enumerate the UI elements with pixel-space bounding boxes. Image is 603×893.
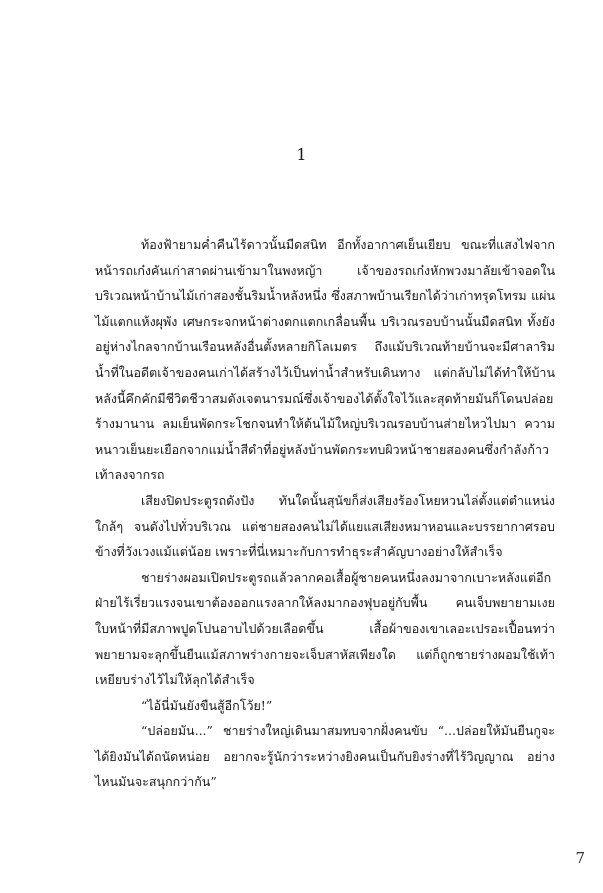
- dialogue-line-1: “ไอ้นี่มันยังขืนสู้อีกโว้ย!”: [141, 697, 273, 713]
- paragraph-3: ชายร่างผอมเปิดประตูรถแล้วลากคอเสื้อผู้ชายคนหนึ่งลงมาจากเบาะหลังแต่อีกฝ่ายไร้เรี่ยวแรงจนเขาต้องออกแรงลากให้ลงมากองฟุบอยู่กับพื้น คนเจ็บพยายามเงยใบหน้าที่มีสภาพปูดโปนอาบไปด้วยเลือดขึ้น เสื้อผ้าของเขาเลอะเปรอะเปื้อนทว่าพยายามจะลุกขึ้นยืนแม้สภาพร่างกายจะเจ็บสาหัสเพียงใด แต่ก็ถูกชายร่างผอมใช้เท้าเหยียบร่างไว้ไม่ให้ลุกได้สำเร็จ: [95, 569, 555, 688]
- paragraph-1: ท้องฟ้ายามค่ำคืนไร้ดาวนั้นมืดสนิท อีกทั้งอากาศเย็นเยียบ ขณะที่แสงไฟจากหน้ารถเก๋งคันเก่าสาดผ่านเข้ามาในพงหญ้า เจ้าของรถเก๋งหักพวงมาลัยเข้าจอดในบริเวณหน้าบ้านไม้เก่าสองชั้นริมน้ำหลังหนึ่ง ซึ่งสภาพบ้านเรียกได้ว่าเก่าทรุดโทรม แผ่นไม้แตกแห้งผุพัง เศษกระจกหน้าต่างตกแตกเกลื่อนพื้น บริเวณรอบบ้านนั้นมืดสนิท ทั้งยังอยู่ห่างไกลจากบ้านเรือนหลังอื่นตั้งหลายกิโลเมตร ถึงแม้บริเวณท้ายบ้านจะมีศาลาริมน้ำที่ในอดีตเจ้าของคนเก่าได้สร้างไว้เป็นท่าน้ำสำหรับเดินทาง แต่กลับไม่ได้ทำให้บ้านหลังนี้คึกคักมีชีวิตชีวาสมดังเจตนารมณ์ซึ่งเจ้าของได้ตั้งใจไว้และสุดท้ายมันก็โดนปล่อยร้างมานาน ลมเย็นพัดกระโชกจนทำให้ต้นไม้ใหญ่บริเวณรอบบ้านส่ายไหวไปมา ความหนาวเย็นยะเยือกจากแม่น้ำสีดำที่อยู่หลังบ้านพัดกระทบผิวหน้าชายสองคนซึ่งกำลังก้าวเท้าลงจากรถ: [95, 237, 555, 483]
- paragraph-2: เสียงปิดประตูรถดังปัง ทันใดนั้นสุนัขก็ส่งเสียงร้องโหยหวนไล่ตั้งแต่ตำแหน่งใกล้ๆ จนดังไปทั่วบริเวณ แต่ชายสองคนไม่ได้แยแสเสียงหมาหอนและบรรยากาศรอบข้างที่วังเวงแม้แต่น้อย เพราะที่นี่เหมาะกับการทำธุระสำคัญบางอย่างให้สำเร็จ: [95, 492, 555, 560]
- page-number: 7: [575, 849, 585, 867]
- chapter-number: 1: [296, 145, 307, 164]
- dialogue-line-2: “ปล่อยมัน...” ชายร่างใหญ่เดินมาสมทบจากฝั่งคนขับ “...ปล่อยให้มันยืนกูจะได้ยิงมันได้ถนัดหน่อย อยากจะรู้นักว่าระหว่างยิงคนเป็นกับยิงร่างที่ไร้วิญญาณ อย่างไหนมันจะสนุกกว่ากัน”: [95, 723, 555, 790]
- chapter-body: [95, 232, 555, 795]
